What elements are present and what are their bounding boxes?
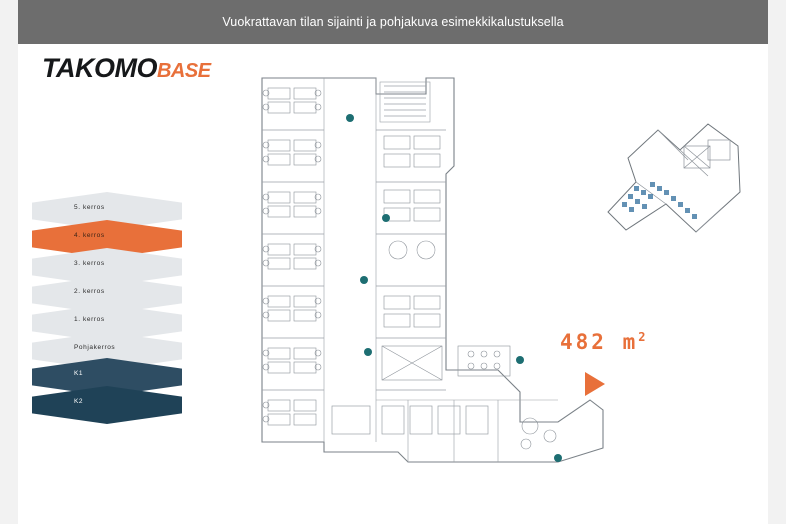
floor-label-1: 1. kerros [74,316,105,323]
floor-shape-k2 [32,386,182,424]
takomo-base-logo [42,55,211,82]
floor-plan-drawing [258,70,613,465]
page-right-margin [768,0,786,524]
floor-item-k2[interactable] [32,386,182,424]
floor-label-4: 4. kerros [74,232,105,239]
building-key-plan [588,120,763,240]
floor-stack-diagram [32,148,192,405]
area-annotation [560,330,648,354]
page-left-margin [0,0,18,524]
floor-label-ground: Pohjakerros [74,344,116,351]
floor-label-k2: K2 [74,398,84,405]
floor-label-k1: K1 [74,370,84,377]
area-unit-exponent: 2 [638,330,649,344]
floor-label-2: 2. kerros [74,288,105,295]
page-title: Vuokrattavan tilan sijainti ja pohjakuva esimekkikalustuksella [222,15,564,29]
logo-secondary-text: BASE [156,60,211,82]
pointer-arrow-icon [585,372,605,396]
floor-label-5: 5. kerros [74,204,105,211]
slide-header-bar [18,0,768,44]
logo-primary-text: TAKOMO [42,53,157,83]
area-value: 482 m [560,330,639,354]
floor-label-3: 3. kerros [74,260,105,267]
